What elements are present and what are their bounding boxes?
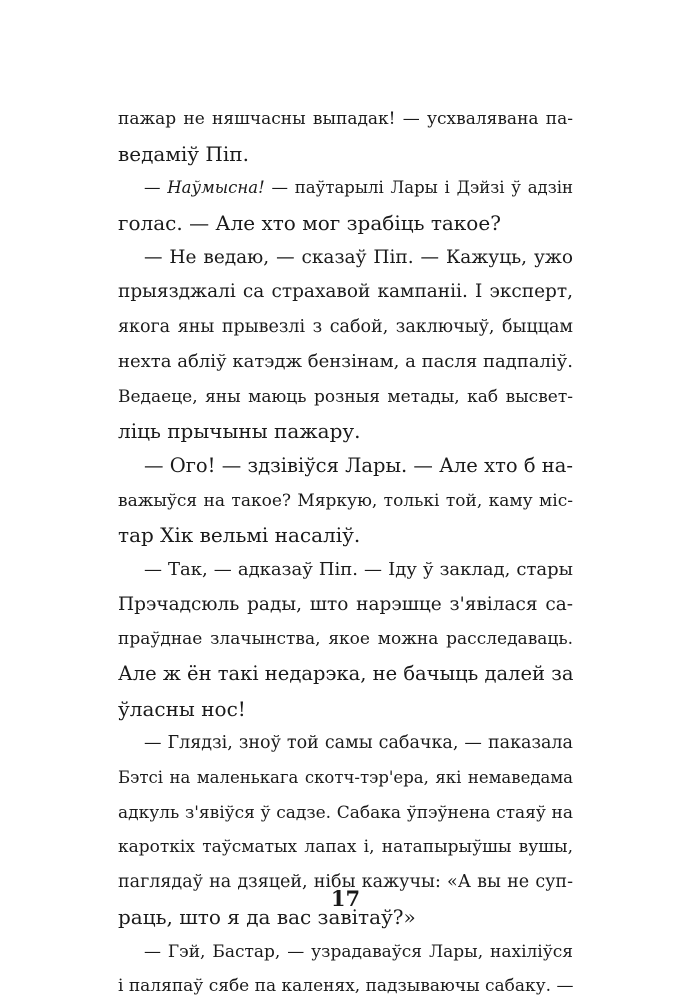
- text-line: — Ого! — здзівіўся Лары. — Але хто б на-: [144, 453, 573, 477]
- emphasized-word: Наўмысна!: [167, 178, 265, 198]
- text-line: — Глядзі, зноў той самы сабачка, — паказала: [144, 733, 573, 754]
- text-line: паглядаў на дзяцей, нібы кажучы: «А вы не суп-: [118, 872, 573, 893]
- text-line: пажар не няшчасны выпадак! — усхвалявана па-: [118, 109, 573, 129]
- text-line: ведаміў Піп.: [118, 141, 249, 166]
- text-line: Ведаеце, яны маюць розныя метады, каб высвет-: [118, 386, 573, 407]
- text-line: раць, што я да вас завітаў?»: [118, 904, 416, 929]
- text-line: Прэчадсюль рады, што нарэшце з'явілася са-: [118, 593, 573, 615]
- text-line: — Гэй, Бастар, — узрадаваўся Лары, нахіліўся: [144, 941, 573, 962]
- text-segment: — паўтарылі Лары і Дэйзі ў адзін: [264, 178, 573, 198]
- text-line: ліць прычыны пажару.: [118, 419, 361, 444]
- text-line: важыўся на такое? Мяркую, толькі той, каму міс-: [118, 490, 573, 511]
- page-number: 17: [330, 886, 361, 911]
- text-line: Але ж ён такі недарэка, не бачыць далей за: [118, 662, 573, 685]
- text-line: — Не ведаю, — сказаў Піп. — Кажуць, ужо: [144, 246, 573, 268]
- text-line: адкуль з'явіўся ў садзе. Сабака ўпэўнена стаяў на: [118, 802, 573, 823]
- text-line: нехта абліў катэдж бензінам, а пасля падпаліў.: [118, 350, 573, 372]
- text-line: ўласны нос!: [118, 696, 246, 721]
- text-line: Бэтсі на маленькага скотч-тэр'ера, які немаведама: [118, 768, 573, 788]
- text-segment: —: [144, 178, 168, 198]
- body-text: [118, 102, 573, 1004]
- text-line: праўднае злачынства, якое можна расследаваць.: [118, 629, 573, 650]
- text-line: [118, 171, 573, 206]
- text-line: тар Хік вельмі насаліў.: [118, 523, 361, 548]
- text-line: кароткіх таўсматых лапах і, натапырыўшы вушы,: [118, 837, 573, 858]
- text-line: голас. — Але хто мог зрабіць такое?: [118, 211, 501, 236]
- text-line: — Так, — адказаў Піп. — Іду ў заклад, стары: [144, 558, 573, 580]
- text-line: і паляпаў сябе па каленях, падзываючы сабаку. —: [118, 976, 573, 997]
- text-line: прыязджалі са страхавой кампаніі. І эксперт,: [118, 281, 573, 303]
- text-line: якога яны прывезлі з сабой, заключыў, быццам: [118, 317, 573, 338]
